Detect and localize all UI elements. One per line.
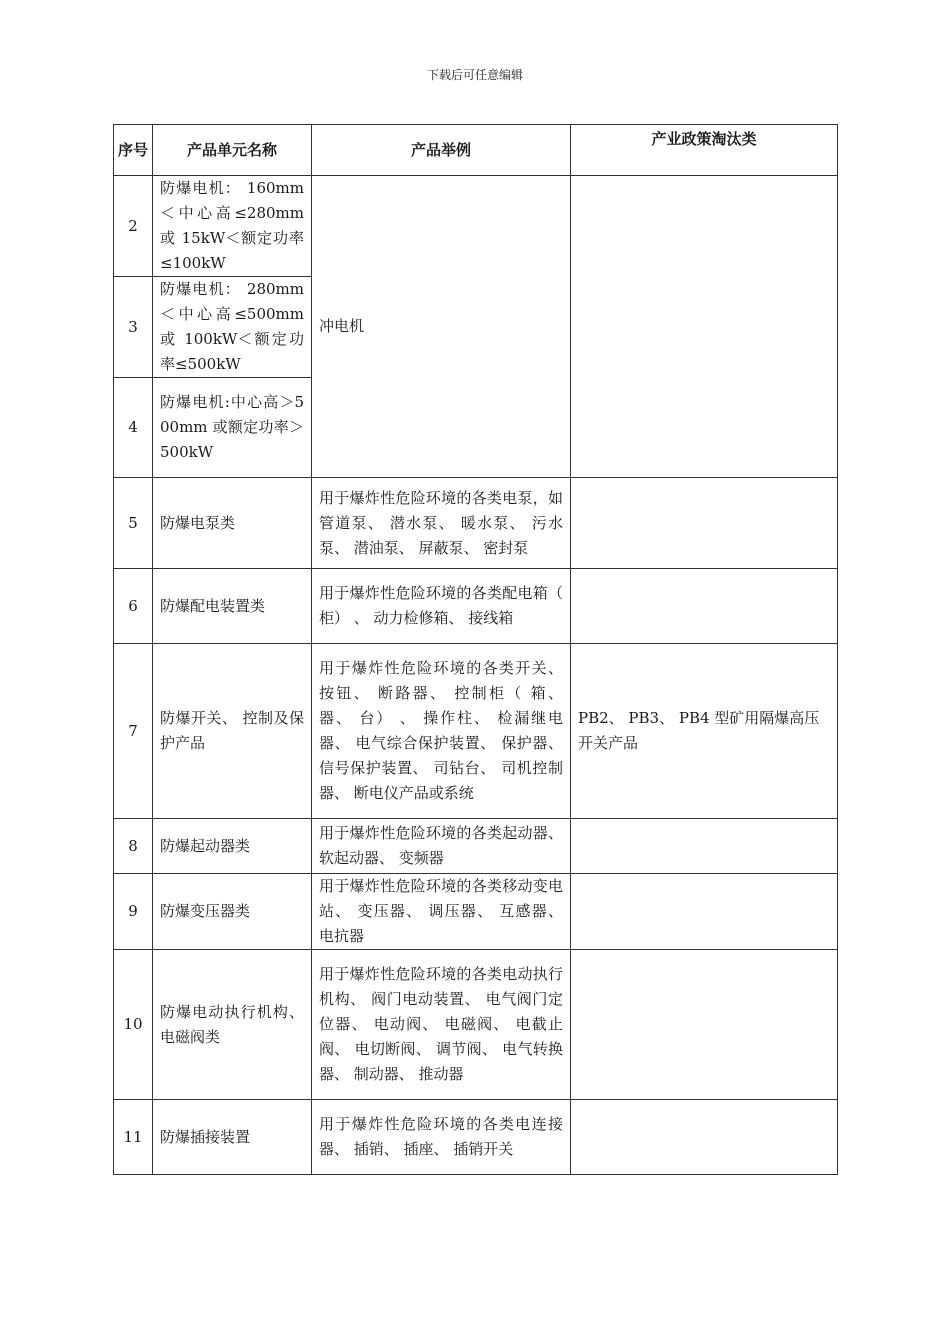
page-header: 下载后可任意编辑 <box>426 68 523 82</box>
row-name: 防爆电机： 280mm＜中心高≤500mm 或 100kW＜额定功率≤500kW <box>153 277 312 378</box>
col-header-num: 序号 <box>114 125 153 176</box>
row-example-text: 用于爆炸性危险环境的各类电泵，如管道泵、 潜水泵、 暖水泵、 污水泵、 潜油泵、 屏蔽泵、 密封泵 <box>319 488 563 557</box>
row-example: 用于爆炸性危险环境的各类开关、 按钮、 断路器、 控制柜（ 箱、 器、 台） 、 操作柱、 检漏继电器、 电气综合保护装置、 保护器、 信号保护装置、 司钻台、 司机控制器、 断电仪产品或系统 <box>312 644 571 819</box>
product-table <box>113 124 838 1175</box>
table-header-row <box>114 125 838 176</box>
row-name: 防爆配电装置类 <box>153 569 312 644</box>
row-policy: PB2、 PB3、 PB4 型矿用隔爆高压开关产品 <box>571 644 838 819</box>
table-row <box>114 569 838 644</box>
table-row <box>114 874 838 950</box>
row-num: 9 <box>114 874 153 950</box>
row-name: 防爆电泵类 <box>153 478 312 569</box>
row-num: 5 <box>114 478 153 569</box>
row-name: 防爆电动执行机构、 电磁阀类 <box>153 950 312 1100</box>
row-policy <box>571 176 838 478</box>
table-row <box>114 819 838 874</box>
row-num: 4 <box>114 378 153 478</box>
row-example: 用于爆炸性危险环境的各类配电箱（ 柜） 、 动力检修箱、 接线箱 <box>312 569 571 644</box>
row-name: 防爆插接装置 <box>153 1100 312 1175</box>
row-policy <box>571 819 838 874</box>
row-num: 3 <box>114 277 153 378</box>
row-policy <box>571 478 838 569</box>
col-header-name: 产品单元名称 <box>153 125 312 176</box>
row-name: 防爆变压器类 <box>153 874 312 950</box>
table-row <box>114 644 838 819</box>
row-num: 7 <box>114 644 153 819</box>
row-num: 2 <box>114 176 153 277</box>
row-name: 防爆电机:中心高＞500mm 或额定功率＞500kW <box>153 378 312 478</box>
row-num: 8 <box>114 819 153 874</box>
col-header-example: 产品举例 <box>312 125 571 176</box>
row-name: 防爆开关、 控制及保护产品 <box>153 644 312 819</box>
table-row <box>114 1100 838 1175</box>
row-example: 用于爆炸性危险环境的各类电连接器、 插销、 插座、 插销开关 <box>312 1100 571 1175</box>
table-row <box>114 176 838 277</box>
row-example: 用于爆炸性危险环境的各类移动变电站、 变压器、 调压器、 互感器、 电抗器 <box>312 874 571 950</box>
row-num: 10 <box>114 950 153 1100</box>
row-num: 11 <box>114 1100 153 1175</box>
row-example <box>312 478 571 569</box>
row-example: 用于爆炸性危险环境的各类电动执行机构、 阀门电动装置、 电气阀门定位器、 电动阀、 电磁阀、 电截止阀、 电切断阀、 调节阀、 电气转换器、 制动器、 推动器 <box>312 950 571 1100</box>
col-header-policy: 产业政策淘汰类 <box>571 125 838 176</box>
row-example: 用于爆炸性危险环境的各类起动器、 软起动器、 变频器 <box>312 819 571 874</box>
row-name: 防爆起动器类 <box>153 819 312 874</box>
row-policy <box>571 1100 838 1175</box>
row-name: 防爆电机： 160mm＜中心高≤280mm 或 15kW＜额定功率≤100kW <box>153 176 312 277</box>
table-row <box>114 950 838 1100</box>
row-policy <box>571 950 838 1100</box>
row-num: 6 <box>114 569 153 644</box>
row-example: 冲电机 <box>312 176 571 478</box>
table-row <box>114 478 838 569</box>
row-policy <box>571 874 838 950</box>
row-policy <box>571 569 838 644</box>
